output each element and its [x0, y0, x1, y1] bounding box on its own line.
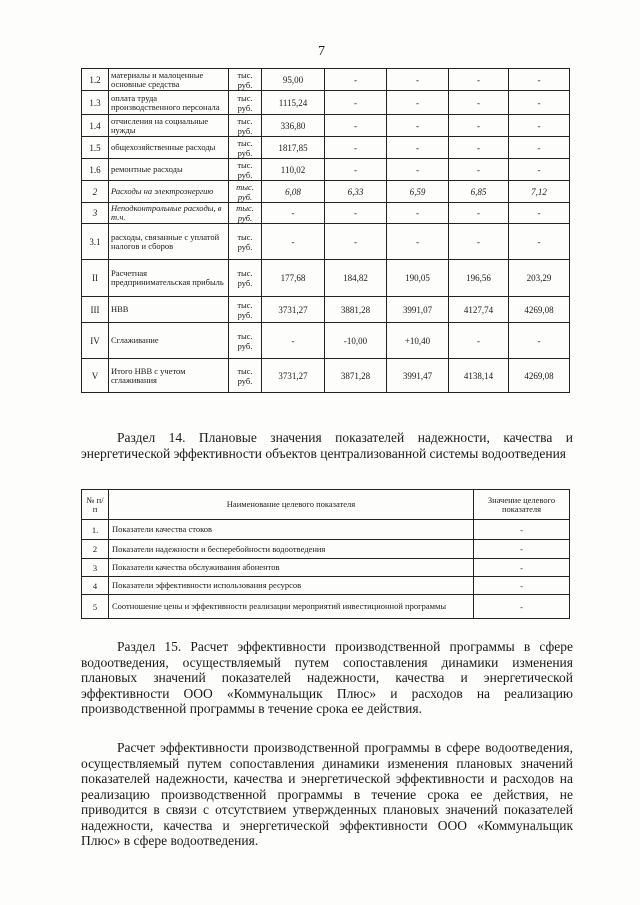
value-cell: -	[325, 69, 387, 91]
row-number: V	[82, 359, 109, 393]
header-name: Наименование целевого показателя	[109, 490, 474, 520]
value-cell: 3991,47	[387, 359, 449, 393]
value-cell: -	[387, 91, 449, 115]
value-cell: 190,05	[387, 260, 449, 297]
value-cell: +10,40	[387, 323, 449, 359]
value-cell: 95,00	[262, 69, 325, 91]
row-name: ремонтные расходы	[109, 159, 229, 181]
row-unit: тыс. руб.	[229, 137, 262, 159]
table-row	[82, 91, 570, 115]
value-cell: -	[449, 137, 509, 159]
row-number: 1.5	[82, 137, 109, 159]
value-cell: -	[449, 323, 509, 359]
value-cell: 4269,08	[509, 359, 570, 393]
row-name: Неподконтрольные расходы, в т.ч.	[109, 203, 229, 224]
table-row	[82, 540, 570, 559]
final-paragraph: Расчет эффективности производственной программы в сфере водоотведения, осуществляемый путем сопоставления динамики изменения плановых значений показателей надежности, качества и энергетической эффективности и расходов на реализацию производственной программы в течение срока ее действия, не приводится в связи с отсутствием утвержденных плановых значений показателей надежности, качества и энергетической эффективности ООО «Коммунальщик Плюс» в сфере водоотведения.	[81, 740, 573, 848]
value-cell: -	[449, 224, 509, 260]
row-unit: тыс. руб.	[229, 181, 262, 203]
value-cell: 110,02	[262, 159, 325, 181]
value-cell: -	[509, 115, 570, 137]
value-cell: -	[325, 203, 387, 224]
row-name: общехозяйственные расходы	[109, 137, 229, 159]
row-unit: тыс. руб.	[229, 297, 262, 323]
table-row	[82, 203, 570, 224]
row-number: 1.2	[82, 69, 109, 91]
value-cell: -	[387, 203, 449, 224]
indicator-value: -	[474, 559, 570, 577]
row-number: 3	[82, 203, 109, 224]
value-cell: -	[387, 137, 449, 159]
row-number: 4	[82, 577, 109, 595]
row-name: отчисления на социальные нужды	[109, 115, 229, 137]
row-name: оплата труда производственного персонала	[109, 91, 229, 115]
table-row	[82, 224, 570, 260]
value-cell: -	[509, 203, 570, 224]
row-name: материалы и малоценные основные средства	[109, 69, 229, 91]
value-cell: -	[449, 203, 509, 224]
row-unit: тыс. руб.	[229, 159, 262, 181]
indicator-value: -	[474, 595, 570, 619]
value-cell: -	[387, 69, 449, 91]
cost-table	[81, 68, 570, 393]
row-unit: тыс. руб.	[229, 69, 262, 91]
row-number: 1.6	[82, 159, 109, 181]
table-row	[82, 115, 570, 137]
table-row	[82, 69, 570, 91]
value-cell: -	[449, 69, 509, 91]
row-number: 3.1	[82, 224, 109, 260]
table-row	[82, 137, 570, 159]
row-unit: тыс. руб.	[229, 91, 262, 115]
row-name: расходы, связанные с уплатой налогов и сборов	[109, 224, 229, 260]
table-row	[82, 260, 570, 297]
value-cell: -	[325, 137, 387, 159]
row-unit: тыс. руб.	[229, 260, 262, 297]
table-row	[82, 323, 570, 359]
indicators-table	[81, 489, 570, 619]
value-cell: -	[509, 224, 570, 260]
table-row	[82, 359, 570, 393]
indicator-name: Показатели надежности и бесперебойности водоотведения	[109, 540, 474, 559]
row-number: IV	[82, 323, 109, 359]
value-cell: -	[262, 224, 325, 260]
value-cell: -	[387, 115, 449, 137]
value-cell: 196,56	[449, 260, 509, 297]
value-cell: 3881,28	[325, 297, 387, 323]
indicator-name: Показатели качества стоков	[109, 520, 474, 540]
row-name: Сглаживание	[109, 323, 229, 359]
row-name: Расчетная предпринимательская прибыль	[109, 260, 229, 297]
value-cell: 3731,27	[262, 359, 325, 393]
value-cell: 1115,24	[262, 91, 325, 115]
row-number: 1.	[82, 520, 109, 540]
row-unit: тыс. руб.	[229, 115, 262, 137]
row-name: Итого НВВ с учетом сглаживания	[109, 359, 229, 393]
table-row	[82, 520, 570, 540]
row-number: 1.3	[82, 91, 109, 115]
table-row	[82, 595, 570, 619]
value-cell: 4127,74	[449, 297, 509, 323]
row-number: II	[82, 260, 109, 297]
page-number: 7	[318, 44, 325, 59]
row-unit: тыс. руб.	[229, 203, 262, 224]
row-number: 3	[82, 559, 109, 577]
indicator-name: Соотношение цены и эффективности реализации мероприятий инвестиционной программы	[109, 595, 474, 619]
row-number: III	[82, 297, 109, 323]
value-cell: 3871,28	[325, 359, 387, 393]
value-cell: -10,00	[325, 323, 387, 359]
value-cell: 4138,14	[449, 359, 509, 393]
value-cell: 336,80	[262, 115, 325, 137]
row-name: Расходы на электроэнергию	[109, 181, 229, 203]
value-cell: -	[509, 91, 570, 115]
row-name: НВВ	[109, 297, 229, 323]
value-cell: -	[262, 203, 325, 224]
section-14-heading: Раздел 14. Плановые значения показателей надежности, качества и энергетической эффективности объектов централизованной системы водоотведения	[81, 430, 573, 461]
indicator-value: -	[474, 577, 570, 595]
row-number: 1.4	[82, 115, 109, 137]
section-15-heading: Раздел 15. Расчет эффективности производственной программы в сфере водоотведения, осуществляемый путем сопоставления динамики изменения плановых значений показателей надежности, качества и энергетической эффективности ООО «Коммунальщик Плюс» и расходов на реализацию производственной программы в течение срока ее действия.	[81, 639, 573, 716]
indicator-name: Показатели качества обслуживания абонентов	[109, 559, 474, 577]
value-cell: 6,59	[387, 181, 449, 203]
row-number: 2	[82, 540, 109, 559]
value-cell: -	[509, 69, 570, 91]
row-unit: тыс. руб.	[229, 323, 262, 359]
value-cell: 6,85	[449, 181, 509, 203]
value-cell: 1817,85	[262, 137, 325, 159]
value-cell: 4269,08	[509, 297, 570, 323]
header-value: Значение целевого показателя	[474, 490, 570, 520]
table-row	[82, 297, 570, 323]
value-cell: -	[387, 159, 449, 181]
value-cell: 6,08	[262, 181, 325, 203]
value-cell: 7,12	[509, 181, 570, 203]
value-cell: -	[325, 115, 387, 137]
value-cell: -	[449, 159, 509, 181]
indicator-value: -	[474, 540, 570, 559]
value-cell: 3731,27	[262, 297, 325, 323]
row-unit: тыс. руб.	[229, 359, 262, 393]
table-row	[82, 559, 570, 577]
header-num: № п/п	[82, 490, 109, 520]
value-cell: 203,29	[509, 260, 570, 297]
row-number: 5	[82, 595, 109, 619]
value-cell: -	[449, 91, 509, 115]
indicator-value: -	[474, 520, 570, 540]
value-cell: 177,68	[262, 260, 325, 297]
value-cell: -	[262, 323, 325, 359]
indicator-name: Показатели эффективности использования ресурсов	[109, 577, 474, 595]
value-cell: 3991,07	[387, 297, 449, 323]
row-unit: тыс. руб.	[229, 224, 262, 260]
value-cell: -	[325, 91, 387, 115]
table-row	[82, 159, 570, 181]
table-row	[82, 181, 570, 203]
value-cell: 184,82	[325, 260, 387, 297]
value-cell: -	[387, 224, 449, 260]
value-cell: -	[325, 224, 387, 260]
value-cell: 6,33	[325, 181, 387, 203]
row-number: 2	[82, 181, 109, 203]
value-cell: -	[449, 115, 509, 137]
value-cell: -	[325, 159, 387, 181]
value-cell: -	[509, 323, 570, 359]
value-cell: -	[509, 137, 570, 159]
value-cell: -	[509, 159, 570, 181]
table-row	[82, 577, 570, 595]
